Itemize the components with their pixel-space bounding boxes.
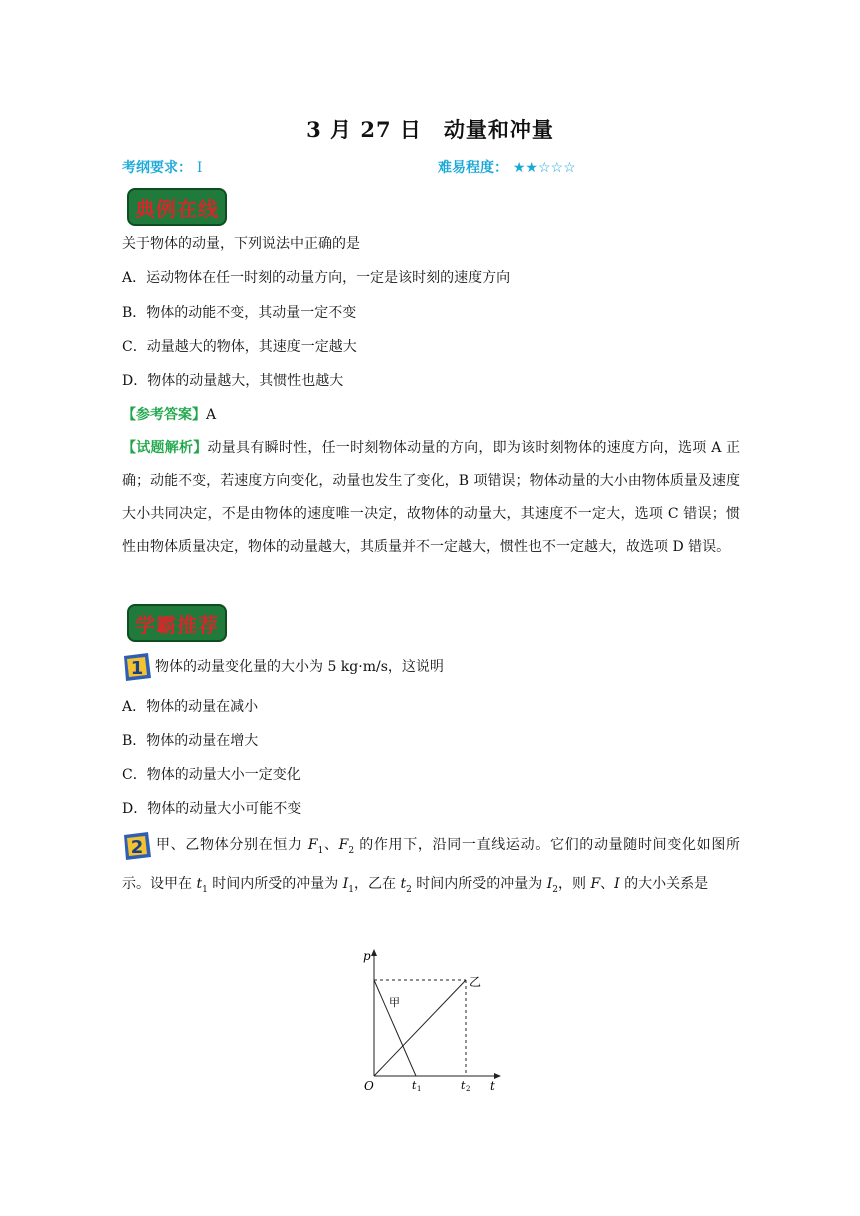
t1-tick-sub: 1 [417,1085,422,1092]
q1-option-a: A．物体的动量在减小 [122,699,259,715]
question-number-1-icon [122,652,152,682]
p-axis-label: p [363,949,371,963]
q2-text: 甲、乙物体分别在恒力 $F_1$、$F_2$ 的作用下，沿同一直线运动。它们的动量随时间变化如图所示。设甲在 $t_1$ 时间内所受的冲量为 $I_1$，乙在 $t_2$ 时间内所受的冲量为 $I_2$，则 F、I 的大小关系是 [122,837,741,895]
example-section-banner: 典例在线 [127,188,227,226]
q1-option-c: C．物体的动量大小一定变化 [122,767,301,783]
reference-answer [122,405,216,425]
line-jia [374,980,416,1076]
t2-tick-label: t [461,1079,466,1092]
t2-tick-sub: 2 [466,1085,471,1092]
question-2-number: 2 [130,837,144,858]
page-title: 3 月 27 日 动量和冲量 [306,117,554,142]
example-option-a: A．运动物体在任一时刻的动量方向，一定是该时刻的速度方向 [122,270,511,286]
line-jia-label: 甲 [389,996,400,1009]
line-yi-label: 乙 [469,975,482,989]
syllabus-value: Ⅰ [196,160,203,176]
syllabus-requirement [122,157,202,177]
recommend-section-banner: 学霸推荐 [127,604,227,642]
q1-option-b: B．物体的动量在增大 [122,733,259,749]
momentum-time-graph [358,944,508,1092]
difficulty-stars: ★★☆☆☆ [512,160,576,176]
question-1-number: 1 [130,658,144,679]
example-option-b: B．物体的动能不变，其动量一定不变 [122,305,357,321]
difficulty-rating [438,157,576,177]
line-yi [374,980,466,1076]
answer-value: A [206,407,217,423]
example-option-d: D．物体的动量越大，其惯性也越大 [122,373,344,389]
analysis-paragraph [122,432,740,564]
syllabus-label: 考纲要求： [122,160,192,176]
t1-tick-label: t [412,1079,417,1092]
q1-text: 物体的动量变化量的大小为 5 kg·m/s，这说明 [155,659,444,675]
q1-option-d: D．物体的动量大小可能不变 [122,801,302,817]
example-option-c: C．动量越大的物体，其速度一定越大 [122,339,357,355]
analysis-text: 动量具有瞬时性，任一时刻物体动量的方向，即为该时刻物体的速度方向，选项 A 正确；动能不变，若速度方向变化，动量也发生了变化，B 项错误；物体动量的大小由物体质量及速度大小共同决定，不是由物体的速度唯一决定，故物体的动量大，其速度不一定大，选项 C 错误；惯性由物体质量决定，物体的动量越大，其质量并不一定越大，惯性也不一定越大，故选项 D 错误。 [122,440,741,555]
t-axis-label: t [490,1079,495,1092]
answer-label: 【参考答案】 [122,407,206,423]
analysis-label: 【试题解析】 [122,440,208,456]
example-question: 关于物体的动量，下列说法中正确的是 [122,236,360,252]
difficulty-label: 难易程度： [438,160,508,176]
origin-label: O [364,1079,374,1092]
